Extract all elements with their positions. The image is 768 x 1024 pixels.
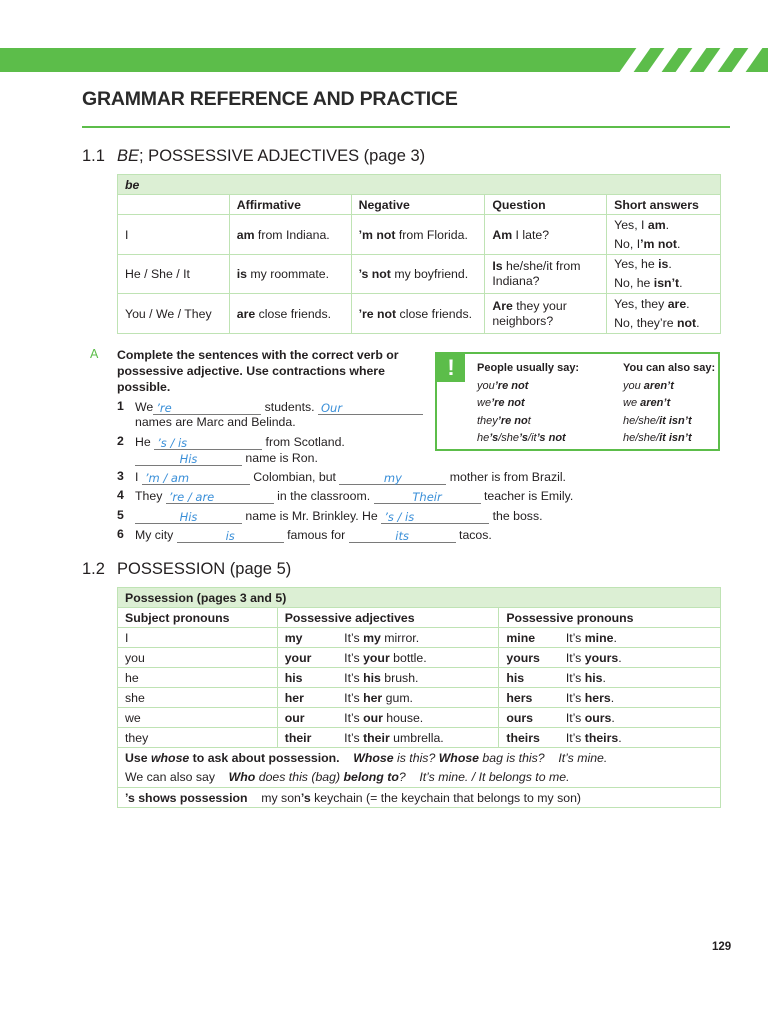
item-number: 2 bbox=[117, 434, 124, 448]
exercise-item-3: I ’m / am Colombian, but my mother is from Brazil. bbox=[135, 470, 566, 485]
item-number: 1 bbox=[117, 399, 124, 413]
col-header: Possessive adjectives bbox=[277, 608, 499, 628]
tip-column-usual: People usually say: you’re not we’re not they’re not he’s/she’s/it’s not bbox=[477, 362, 580, 444]
banner-stripe bbox=[648, 48, 679, 72]
answer-blank[interactable]: is bbox=[177, 528, 284, 543]
top-banner bbox=[0, 48, 768, 72]
exercise-item-5: His name is Mr. Brinkley. He ’s / is the boss. bbox=[135, 508, 543, 524]
section-title: POSSESSION (page 5) bbox=[117, 560, 292, 578]
exercise-item-1-cont: names are Marc and Belinda. bbox=[135, 415, 296, 429]
exercise-letter: A bbox=[90, 347, 99, 361]
table-row: I my It’s my mirror. mine It’s mine. bbox=[118, 628, 721, 648]
answer-blank[interactable]: His bbox=[135, 451, 242, 466]
table-label: be bbox=[118, 175, 721, 195]
tip-box bbox=[435, 352, 720, 451]
section-number: 1.2 bbox=[82, 560, 105, 578]
item-number: 4 bbox=[117, 488, 124, 502]
whose-row: Use whose to ask about possession. Whose is this? Whose bag is this? It’s mine. We can also say Who does this (bag) belong to? It’s mine. / It belongs to me. bbox=[118, 748, 721, 788]
banner-stripe bbox=[676, 48, 707, 72]
section-1-1-heading bbox=[82, 147, 425, 166]
answer-blank[interactable]: ’re bbox=[153, 400, 261, 415]
table-row: He / She / It is my roommate. ’s not my boyfriend. Is he/she/it from Indiana? Yes, he is. No, he isn’t. bbox=[118, 255, 721, 294]
exercise-item-4: They ’re / are in the classroom. Their teacher is Emily. bbox=[135, 489, 574, 504]
possession-table bbox=[117, 587, 721, 808]
exercise-instructions: Complete the sentences with the correct verb or possessive adjective. Use contractions where possible. bbox=[117, 348, 399, 394]
col-header: Affirmative bbox=[229, 195, 351, 215]
col-header: Possessive pronouns bbox=[499, 608, 721, 628]
table-row: you your It’s your bottle. yours It’s yours. bbox=[118, 648, 721, 668]
table-row: You / We / They are close friends. ’re not close friends. Are they your neighbors? Yes, they are. No, they’re not. bbox=[118, 294, 721, 334]
exclamation-icon: ! bbox=[437, 354, 465, 382]
col-header: Question bbox=[485, 195, 607, 215]
be-table bbox=[117, 174, 721, 334]
section-1-2-heading bbox=[82, 560, 291, 579]
title-rule bbox=[82, 126, 730, 128]
col-header: Negative bbox=[351, 195, 485, 215]
tip-column-also: You can also say: you aren’t we aren’t he/she/it isn’t he/she/it isn’t bbox=[623, 362, 716, 444]
answer-blank[interactable]: His bbox=[135, 509, 242, 524]
table-row: he his It’s his brush. his It’s his. bbox=[118, 668, 721, 688]
apostrophe-s-row: ’s shows possession my son’s keychain (= the keychain that belongs to my son) bbox=[118, 788, 721, 808]
table-row: I am from Indiana. ’m not from Florida. Am I late? Yes, I am. No, I’m not. bbox=[118, 215, 721, 255]
answer-blank[interactable]: ’s / is bbox=[154, 435, 262, 450]
answer-blank[interactable]: its bbox=[349, 528, 456, 543]
exercise-item-6: My city is famous for its tacos. bbox=[135, 528, 492, 543]
page-title: GRAMMAR REFERENCE AND PRACTICE bbox=[82, 88, 458, 110]
banner-stripe bbox=[704, 48, 735, 72]
answer-blank[interactable]: Their bbox=[374, 489, 481, 504]
banner-stripe bbox=[620, 48, 651, 72]
answer-blank[interactable]: ’re / are bbox=[166, 489, 274, 504]
table-header-row bbox=[118, 195, 721, 215]
exercise-item-2-cont: His name is Ron. bbox=[135, 450, 318, 466]
section-number: 1.1 bbox=[82, 147, 105, 165]
answer-blank[interactable]: Our bbox=[318, 400, 423, 415]
answer-blank[interactable]: ’s / is bbox=[381, 509, 489, 524]
table-row: she her It’s her gum. hers It’s hers. bbox=[118, 688, 721, 708]
col-header: Short answers bbox=[607, 195, 721, 215]
table-header-row bbox=[118, 608, 721, 628]
section-title: ; POSSESSIVE ADJECTIVES (page 3) bbox=[139, 147, 426, 165]
exercise-item-1: We ’re students. Our bbox=[135, 399, 423, 415]
item-number: 6 bbox=[117, 527, 124, 541]
table-label: Possession (pages 3 and 5) bbox=[118, 588, 721, 608]
banner-stripe bbox=[732, 48, 763, 72]
item-number: 5 bbox=[117, 508, 124, 522]
answer-blank[interactable]: my bbox=[339, 470, 446, 485]
col-header: Subject pronouns bbox=[118, 608, 278, 628]
page-number: 129 bbox=[712, 941, 732, 953]
table-row: we our It’s our house. ours It’s ours. bbox=[118, 708, 721, 728]
section-title-italic: BE bbox=[117, 147, 140, 165]
item-number: 3 bbox=[117, 469, 124, 483]
answer-blank[interactable]: ’m / am bbox=[142, 470, 250, 485]
exercise-item-2: He ’s / is from Scotland. bbox=[135, 435, 345, 450]
table-row: they their It’s their umbrella. theirs It’s theirs. bbox=[118, 728, 721, 748]
